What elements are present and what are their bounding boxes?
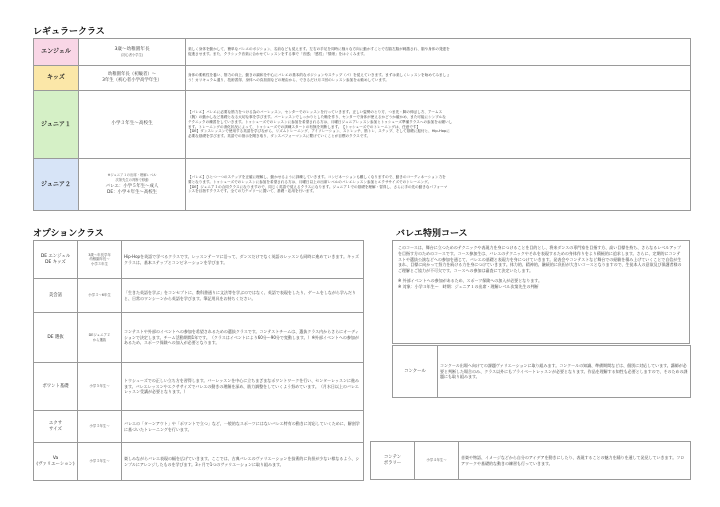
option-age: 小学３年生～ [78, 443, 122, 481]
desc-line: テクニックの練習をしていきます。トゥシューズでのレッスンに参加を希望される方は、月曜日ジュニアレッスン参加とトゥシューズ準備クラスへの参加をお願いし [188, 119, 453, 124]
desc-line: 【DE】ジュニア１の合同クラスになりますので、同じく英語で覚えるクラスになります。ジュニア１での基礎を理解・習得し、さらに手の先の動きなパフォーマ [188, 184, 448, 189]
option-name: エクサ サイズ [34, 411, 78, 443]
option-name: DE 選抜 [34, 313, 78, 363]
table-row [34, 39, 691, 66]
option-age: DEジュニア２ から選抜 [78, 313, 122, 363]
table-row [393, 346, 691, 398]
age-main: バレエ：小学５年生～成人 [105, 184, 159, 190]
age-range [79, 39, 186, 66]
option-name: DE エンジェル DE キッズ [34, 241, 78, 279]
table-row [34, 159, 691, 211]
table-row [34, 411, 364, 443]
age-main: 3歳～幼稚園年長 [114, 46, 150, 52]
table-row [34, 66, 691, 91]
desc-line: う！カリキュラム通り、技術習得、身体への負担面などの理由から、できるだけ月３回のレッスン参加をお勧めしています。 [188, 78, 389, 82]
option-age: 小学３～6年生 [78, 279, 122, 313]
desc-line: 促進させます。また、クラシック音楽に合わせてレッスンをする事で「音感」「感性」「情緒」をはぐくみます。 [188, 52, 367, 56]
age-note-2: 次第先生の判断で移動 [115, 177, 149, 182]
age-range [79, 66, 186, 91]
desc-line: ます。トレーニングの消化状況によって、トゥシューズでの訓練スタートの有無を判断します。【トゥシューズでのトレーニングは、任意です】 [188, 124, 421, 129]
option-class-table [33, 240, 364, 481]
table-row [34, 279, 364, 313]
course-note: ※ 外部イベントへの参加があるため、スポーツ保険への加入が必要となります。 [398, 277, 542, 283]
desc-line: 要となります。トゥシューズでのレッスンに参加を希望される方は、月曜日以上の出席レベルのバレエレッスン参加とエクササイズでのトレーニング。 [188, 179, 432, 184]
contemporary-table [370, 441, 691, 480]
class-description [186, 39, 691, 66]
option-description: バレエの「ターンアウト」や「ポワントで立つ」など、一般的なスポーツにはないバレエ特有の動きに対応していくために、解剖学に基づいたトレーニングを行います。 [122, 411, 364, 443]
age-sub: (初心者小学生) [120, 52, 144, 57]
table-row [34, 241, 364, 279]
option-description: 「生きた英語を学ぶ」をコンセプトに、教科書通りに文法等を学ぶのではなく、英語で表現をしたり、ゲームをしながら学んだりと、日常のワンシーンから英語を学びます。筆記用具をお持ちください。 [122, 279, 364, 313]
age-main: 幼稚園年長（初級者）～ [107, 72, 157, 78]
concours-table [392, 345, 691, 398]
option-description: 音楽や物語、イメージなどから自分のアイデアを動きにしたり、表現することの魅力を踊りを通して発見していきます。フロアワークや基礎的な動きの練習も行っていきます。 [459, 442, 691, 480]
option-section-title: オプションクラス [33, 229, 104, 239]
level-junior-1: ジュニア１ [34, 91, 79, 159]
class-description [186, 159, 691, 211]
option-description: トウシューズでの正しい立ち方を習得します。バーレッスンを中心に立ちまざまなポワントワークを行い、センターレッスンに進みます。バレエレッスンやエクササイズでバレエの動きの理解を深め、筋力調整をしていくよう努めています。（月水日以上のバレエレッスン受講が必要となります。） [122, 363, 364, 411]
option-name: ポワント基礎 [34, 363, 78, 411]
age-range [79, 91, 186, 159]
age-note: ※ジュニア１の出席・理解レベル [107, 173, 157, 178]
age-main-2: 3年生（初心者小学高学年生） [102, 78, 162, 83]
regular-section-title: レギュラークラス [33, 27, 105, 37]
option-name: 美会話 [34, 279, 78, 313]
desc-line: 【バレエ】ひとつ一つのステップを正確に理解し、動かせるように訓練していきます。コンビネーションも難しくなりますので、動きのコーディネーション力を [188, 175, 446, 180]
desc-line: 【バレエ】バレエに必要な筋力をつける為のバーレッスン、センターでのレッスンを行っていきます。正しい姿勢のとり方、つま先・脚の伸ばし方、アームス [188, 110, 443, 115]
table-row [371, 442, 691, 480]
course-note: ※ 対象：小学３年生～ 時期：ジュニア１の出席・理解レベル次第先生の判断 [398, 283, 539, 289]
option-description: Hip-Hopを英語で学べるクラスです。レッスンテーマに沿って、ダンスだけでなく英語のレッスンも同時に進めていきます。キッズクラスは、基本ステップとコンビネーションを学びます。 [122, 241, 364, 279]
age-range [79, 159, 186, 211]
option-name: コンテン ポラリー [371, 442, 415, 480]
option-description: 楽しみながらバレエ表現の幅を広げていきます。ここでは、古典バレエのヴァリエーションを技術的に負担が少ない様なるよう、シンプルにアレンジしたものを学びます。3ヶ月で1つのヴァリエーションに取り組みます。 [122, 443, 364, 481]
class-description [186, 91, 691, 159]
option-age: 小学３年生～ [78, 411, 122, 443]
level-kids: キッズ [34, 66, 79, 91]
desc-line: 楽しく身体を動かして、簡単なバレエのポジション、名前なども覚えます。左右の手足を同時に様々な方向に動かすことで右脳左脳が刺激され、脳や身体の発達を [188, 47, 450, 52]
table-row [34, 313, 364, 363]
ballet-course-box [392, 240, 690, 344]
table-row [34, 443, 364, 481]
concours-name: コンクール [393, 346, 438, 398]
course-paragraph: このコースは、舞台に立つためのテクニックや表現力を身につけることを目的とし、将来ダンスの専門家を目指す方、高い目標を持ち、さらなるレベルアップを目指す方のためのコースです。コース参加生は、バレエのテクニックやそれを表現するための身体作りをより積極的に追求します。さらに、定期的にコンテストや選抜公演などへの参加を通じて、バレエの基礎と表現力を身につけていきます。発表会やコンテストなど舞台での経験を積み上げていくことで自信が生まれ、目標に向かって努力を続ける力を身につけていきます。体力的、精神的、継続的に負担が大きいコースとなりますので、生徒本人の意欲及び保護者様のご理解とご協力が不可欠です。コースへの参加は審査にて決定いたします。 [398, 245, 682, 274]
table-row [34, 363, 364, 411]
class-description [186, 66, 691, 91]
regular-class-table [33, 38, 691, 211]
age-main: 小学３年生～高校生 [111, 121, 153, 127]
table-row [34, 91, 691, 159]
level-junior-2: ジュニア２ [34, 159, 79, 211]
level-angel: エンジェル [34, 39, 79, 66]
ballet-course-title: バレエ特別コース [396, 229, 468, 239]
option-description: コンテストや外部のイベントへの参加を希望されるための選抜クラスです。コンテストチームは、選抜クラス内からさらにオーディションで決定します。チーム活動期間1年です。（クラスはイベントにより60分～90分で変動します。）※外部イベントへの参加があるため、スポーツ保険への加入が必要となります。 [122, 313, 364, 363]
desc-line: （腕）の動かしなど基礎となる大切な事を学びます。バーレッスンでしっかりとした軸を作り、センターで身体が使えるかどうか確かめ、また可能にシンプルな [188, 115, 446, 120]
option-age: 小学５年生～ [78, 363, 122, 411]
concours-description: コンクール出場へ向けての課題ヴァリエーションに取り組みます。コンクールの知識、準備期間などは、個別に対応しています。講師が必要と判断した場合のみ、クラス以外にもプライベートレッスンが必要となります。作品を理解する知性も必要としますので、そのための課題にも取り組みます。 [438, 346, 691, 398]
desc-line: 【DE】ダンスレッスンで使用する英語を学びながら、リズムトレーニング、アイソレーション、ストレッチ、筋トレ、ステップ、そして基礎に振付と、Hip-Hopに [188, 129, 450, 134]
desc-line: 身体の柔軟性を養い、筋力の向上、動きの調和を中心にバレエの基本的なポジションやステップ（パ）を覚えていきます。まずは楽しくレッスンを始めてみましょ [188, 73, 450, 78]
desc-line: ンスを目指すクラスです。全ての力テゴリーに置いて、基礎・応用を行います。 [188, 189, 317, 194]
desc-line: 必要な基礎を学びます。英語での指示を聞き取り、ダンスパフォーマンスに繋げていくことが目標のクラスです。 [188, 133, 371, 138]
option-age: 3歳～年長学年 幼稚園年長～ 小学３年生 [78, 241, 122, 279]
age-main-2: DE：小学４年生～高校生 [106, 189, 158, 195]
option-name: Va (ヴァリエーション) [34, 443, 78, 481]
option-age: 小学４年生～ [415, 442, 459, 480]
